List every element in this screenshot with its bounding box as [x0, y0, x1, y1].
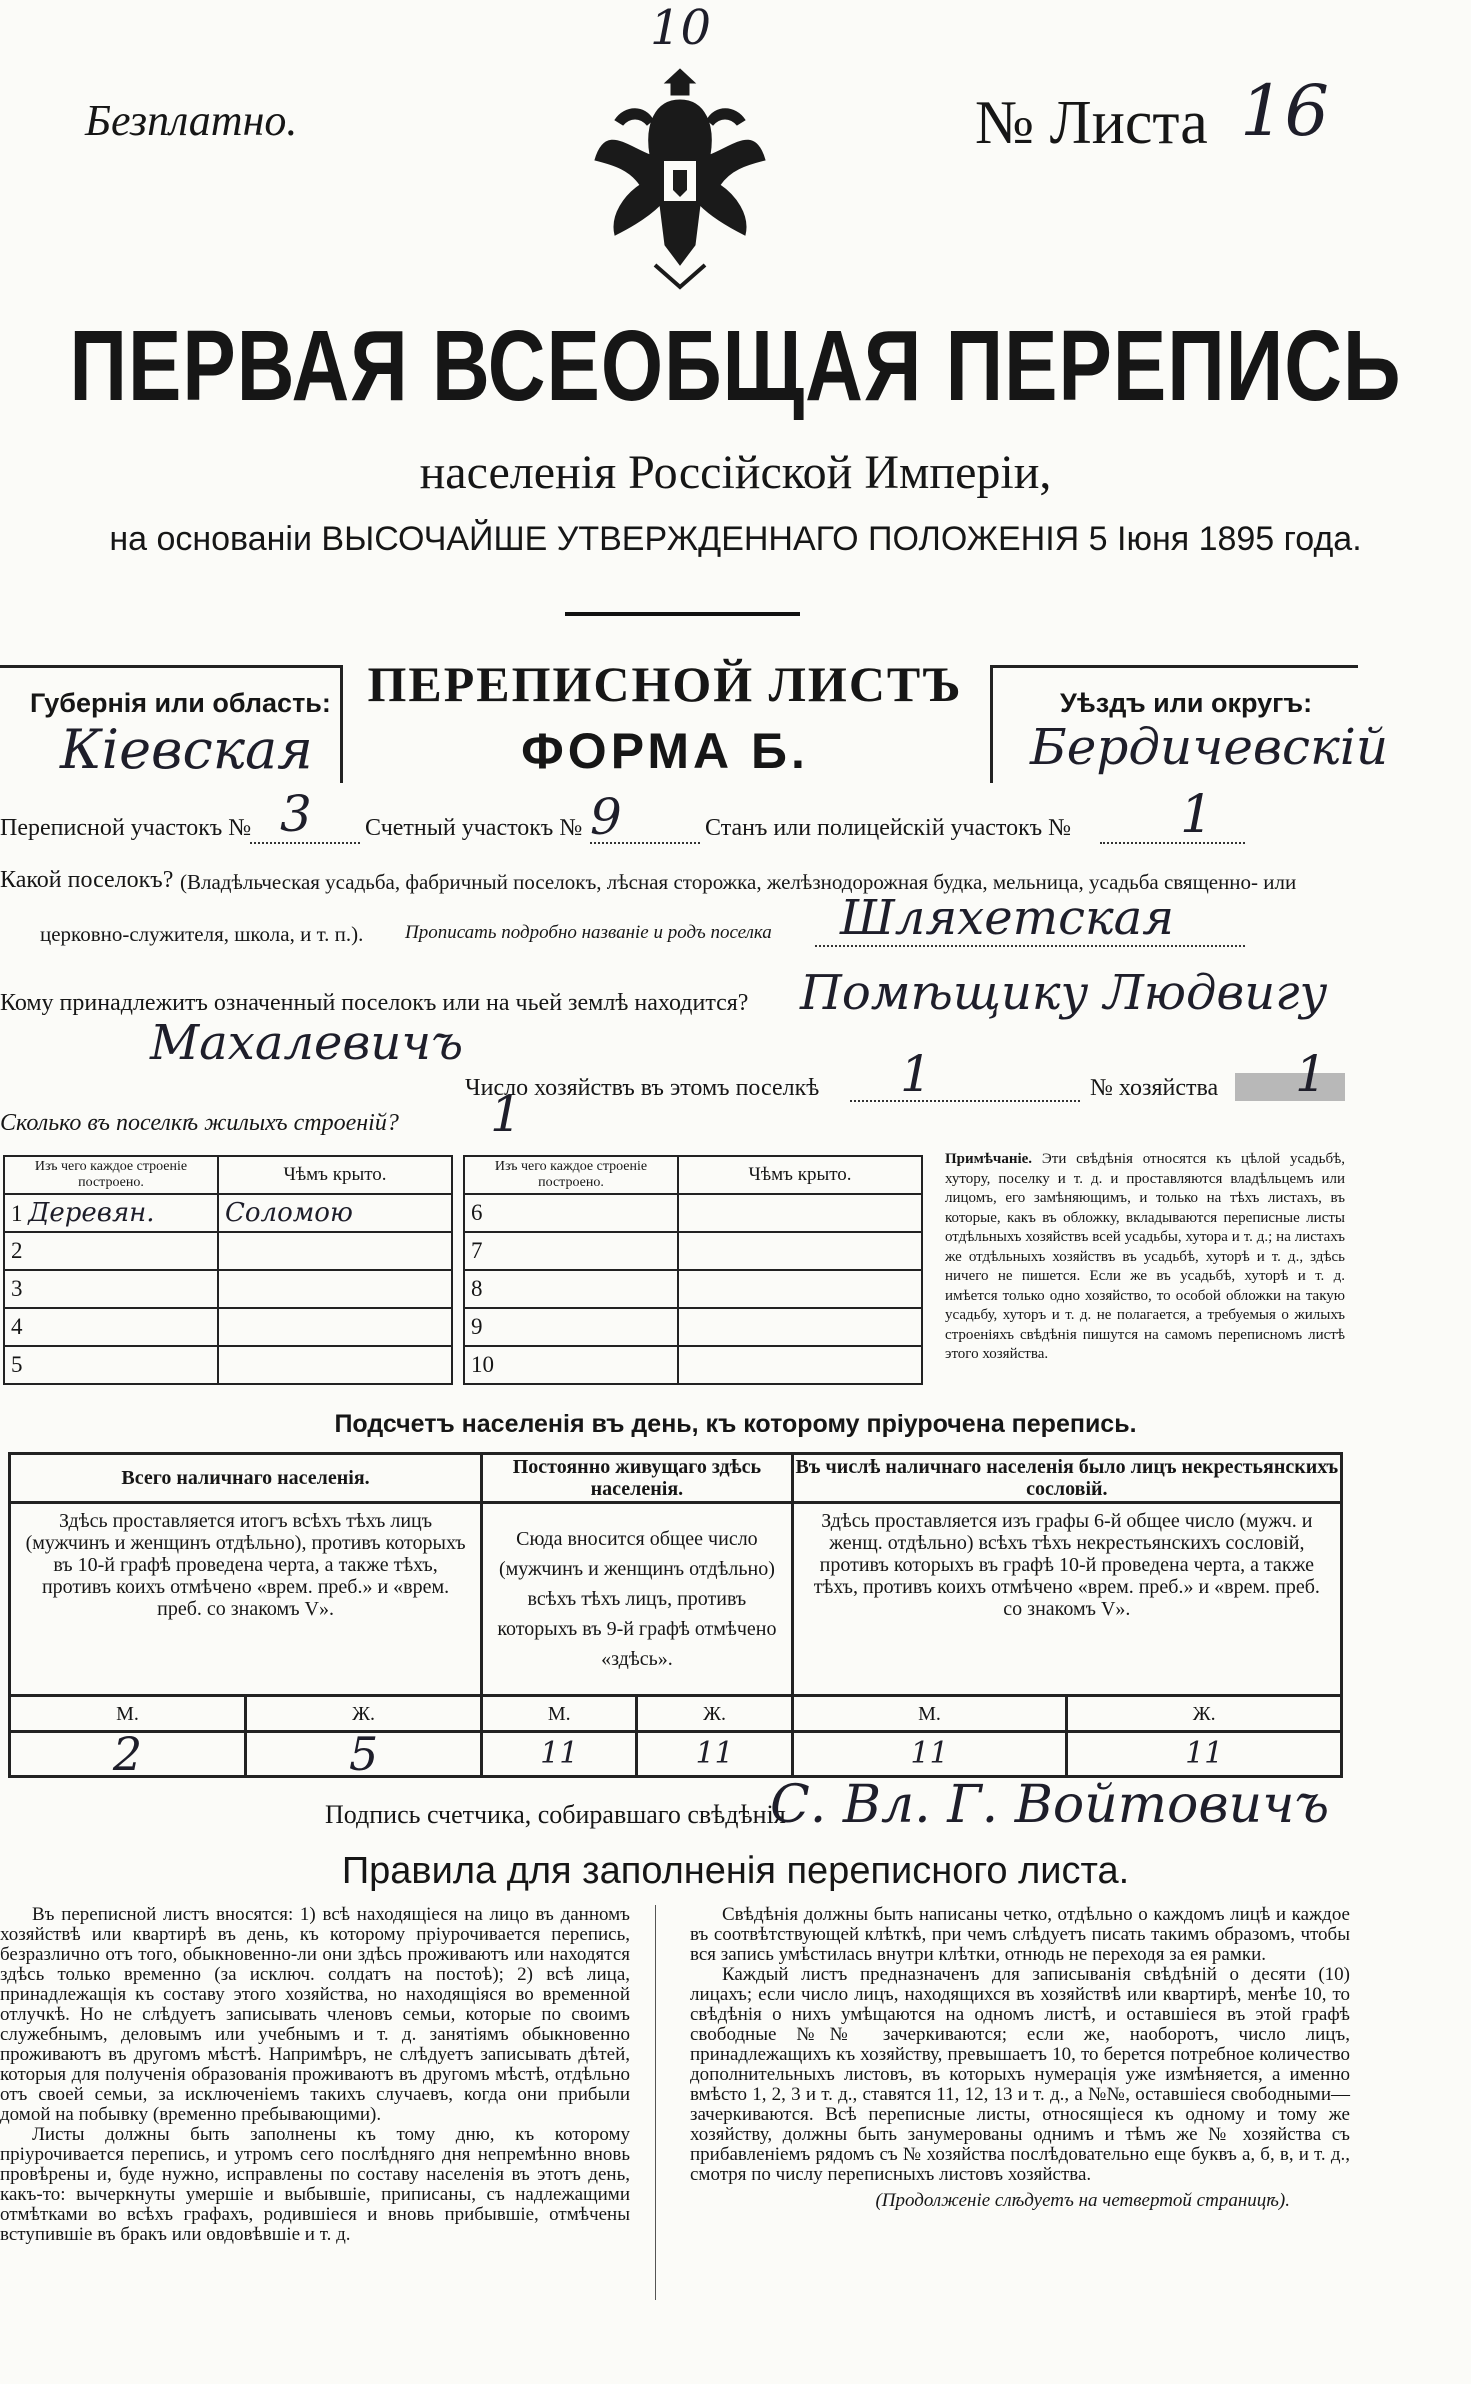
rules-paragraph: Свѣдѣнія должны быть написаны четко, отдѣльно о каждомъ лицѣ и каждое въ соотвѣтствующей клѣткѣ, при чемъ слѣдуетъ писать такимъ образомъ, чтобы вся запись умѣстилась внутри клѣтки, отнюдь не переходя за ея рамки. [690, 1904, 1350, 1965]
female-header: Ж. [246, 1696, 482, 1732]
counting-district-label: Счетный участокъ № [365, 815, 583, 841]
guberniya-label: Губернія или область: [30, 688, 331, 718]
row-number: 2 [4, 1232, 218, 1270]
table-row [464, 1270, 922, 1308]
row-number: 9 [464, 1308, 678, 1346]
settlement-instruction: Прописать подробно названіе и родъ поселка [405, 922, 772, 943]
uezd-value: Бердичевскій [1030, 718, 1389, 776]
table-row [4, 1232, 452, 1270]
row-number: 7 [464, 1232, 678, 1270]
rules-paragraph: Листы должны быть заполнены къ тому дню, къ которому пріурочивается перепись, и утромъ сего послѣдняго дня непремѣнно вновь провѣрены и, буде нужно, исправлены по составу населенія въ этотъ день, какъ-то: вычеркнуты умершіе и выбывшіе, приписаны, съ надлежащими отмѣтками во всѣхъ графахъ, родившіеся и вновь прибывшіе, отмѣчены вступившіе въ бракъ или овдовѣвшіе и т. д. [0, 2124, 630, 2245]
row-number: 8 [464, 1270, 678, 1308]
table-row [464, 1346, 922, 1384]
buildings-value: 1 [490, 1085, 522, 1143]
row-number: 5 [4, 1346, 218, 1384]
roof-header: Чѣмъ крыто. [218, 1156, 452, 1194]
free-label: Безплатно. [85, 96, 298, 145]
households-value: 1 [900, 1045, 932, 1103]
police-district-dots [1100, 842, 1245, 844]
owner-value-cont: Махалевичъ [150, 1015, 464, 1071]
settlement-description-cont: церковно-служителя, школа, и т. п.). [40, 922, 364, 946]
material-header: Изъ чего каждое строеніе построено. [4, 1156, 218, 1194]
column-divider [655, 1905, 656, 2300]
material-value: Деревян. [28, 1198, 155, 1228]
table-row [4, 1270, 452, 1308]
female-header: Ж. [637, 1696, 792, 1732]
enumerator-signature: С. Вл. Г. Войтовичъ [770, 1775, 1330, 1835]
table-row [4, 1194, 452, 1232]
table-row [4, 1346, 452, 1384]
resident-population-desc: Сюда вносится общее число (мужчинъ и женщинъ отдѣльно) всѣхъ тѣхъ лицъ, противъ которыхъ въ 9-й графѣ отмѣчено «здѣсь». [482, 1503, 793, 1696]
rules-title: Правила для заполненія переписного листа. [341, 1850, 1130, 1892]
non-peasant-male-value: 11 [792, 1732, 1067, 1777]
uezd-label: Уѣздъ или округъ: [1060, 688, 1313, 718]
total-population-header: Всего наличнаго населенія. [10, 1454, 482, 1503]
table-row [464, 1308, 922, 1346]
rules-paragraph: Въ переписной листъ вносятся: 1) всѣ находящіеся на лицо въ данномъ хозяйствѣ или квартирѣ въ день, къ которому пріурочивается перепись, безразлично отъ того, обыкновенно-ли они здѣсь проживаютъ или находятся здѣсь только временно (за исключ. солдатъ на постоѣ); 2) всѣ лица, принадлежащія къ составу этого хозяйства, но находящіяся во временной отлучкѣ. Но не слѣдуетъ записывать членовъ семьи, которые по своимъ служебнымъ, деловымъ или учебнымъ и т. д. занятіямъ обыкновенно проживаютъ въ другомъ мѣстѣ. Напримѣръ, не слѣдуетъ записывать дѣтей, которыя для полученія образованія проживаютъ въ другомъ мѣстѣ, отдѣльно отъ своей семьи, за исключеніемъ такихъ случаевъ, когда они прибыли домой на побывку (временно пребывающими). [0, 1904, 630, 2125]
signature-label: Подпись счетчика, собиравшаго свѣдѣнія [325, 1800, 786, 1829]
households-dots [850, 1100, 1080, 1102]
row-number: 1 [11, 1201, 23, 1226]
male-header: М. [792, 1696, 1067, 1732]
households-label: Число хозяйствъ въ этомъ поселкѣ [465, 1075, 820, 1101]
main-title: ПЕРВАЯ ВСЕОБЩАЯ ПЕРЕПИСЬ [69, 309, 1402, 421]
double-headed-eagle-icon [585, 65, 775, 290]
total-female-value: 5 [246, 1732, 482, 1777]
population-title: Подсчетъ населенія въ день, къ которому пріурочена перепись. [334, 1410, 1137, 1438]
page-number-handwritten: 10 [650, 0, 712, 56]
subtitle: населенія Россійской Имперіи, [419, 446, 1052, 499]
owner-value: Помѣщику Людвигу [800, 965, 1328, 1021]
sheet-number-value: 16 [1240, 70, 1330, 152]
male-header: М. [482, 1696, 637, 1732]
note-title: Примѣчаніе. [945, 1151, 1033, 1167]
row-number: 6 [464, 1194, 678, 1232]
household-number-box [1235, 1073, 1345, 1101]
settlement-value: Шляхетская [840, 890, 1175, 946]
roof-value: Соломою [218, 1194, 452, 1232]
rules-right-column [690, 1905, 1350, 2211]
buildings-table-right [463, 1155, 923, 1385]
settlement-description: (Владѣльческая усадьба, фабричный поселокъ, лѣсная сторожка, желѣзнодорожная будка, мельница, усадьба священно- или [180, 870, 1297, 894]
buildings-table-left [3, 1155, 453, 1385]
population-table [8, 1452, 1343, 1781]
row-number: 3 [4, 1270, 218, 1308]
male-header: М. [10, 1696, 246, 1732]
row-number: 10 [464, 1346, 678, 1384]
table-row [464, 1232, 922, 1270]
title-divider [565, 612, 800, 616]
rules-left-column [0, 1905, 630, 2245]
guberniya-value: Кіевская [60, 718, 313, 781]
resident-population-header: Постоянно живущаго здѣсь населенія. [482, 1454, 793, 1503]
police-district-label: Станъ или полицейскій участокъ № [705, 815, 1072, 841]
non-peasant-female-value: 11 [1067, 1732, 1342, 1777]
rules-paragraph: Каждый листъ предназначенъ для записыванія свѣдѣній о десяти (10) лицахъ; если число лицъ, находящихся въ хозяйствѣ или квартирѣ, менѣе 10, то свѣдѣнія о нихъ умѣщаются на одномъ листѣ, и оставшіеся въ этой графѣ свободные №№ зачеркиваются; если же, наоборотъ, число лицъ, принадлежащихъ къ хозяйству, превышаетъ 10, то берется потребное количество дополнительныхъ листовъ, въ которыхъ нумерація уже измѣняется, а именно вмѣсто 1, 2, 3 и т. д., ставятся 11, 12, 13 и т. д., а №№, оставшіеся свободными—зачеркиваются. Всѣ переписные листы, относящіеся къ одному и тому же хозяйству, должны быть занумерованы однимъ и тѣмъ же № хозяйства съ прибавленіемъ рядомъ съ № хозяйства послѣдовательно еще буквъ а, б, в, и т. д., смотря по числу переписныхъ листовъ хозяйства. [690, 1964, 1350, 2185]
roof-header: Чѣмъ крыто. [678, 1156, 922, 1194]
household-number-label: № хозяйства [1090, 1075, 1219, 1101]
row-number: 4 [4, 1308, 218, 1346]
police-district-value: 1 [1180, 785, 1214, 845]
note-block [945, 1150, 1345, 1365]
form-name: ФОРМА Б. [521, 723, 809, 779]
table-row [464, 1194, 922, 1232]
title-basis-line: на основаніи ВЫСОЧАЙШЕ УТВЕРЖДЕННАГО ПОЛОЖЕНІЯ 5 Іюня 1895 года. [109, 520, 1362, 558]
non-peasant-desc: Здѣсь проставляется изъ графы 6-й общее число (мужч. и женщ. отдѣльно) всѣхъ тѣхъ некрестьянскихъ сословій, противъ которыхъ въ графѣ 10-й проведена черта, а также тѣхъ, противъ коихъ отмѣчено «врем. преб.» и «врем. преб. со знакомъ V». [792, 1503, 1341, 1696]
resident-female-value: 11 [637, 1732, 792, 1777]
household-number-value: 1 [1295, 1045, 1327, 1103]
census-district-label: Переписной участокъ № [0, 815, 252, 841]
form-title: ПЕРЕПИСНОЙ ЛИСТЪ [367, 656, 963, 712]
total-male-value: 2 [10, 1732, 246, 1777]
census-district-value: 3 [280, 785, 312, 843]
non-peasant-header: Въ числѣ наличнаго населенія было лицъ некрестьянскихъ сословій. [792, 1454, 1341, 1503]
counting-district-value: 9 [590, 788, 622, 846]
continued-note: (Продолженіе слѣдуетъ на четвертой страницѣ). [875, 2190, 1290, 2211]
resident-male-value: 11 [482, 1732, 637, 1777]
material-header: Изъ чего каждое строеніе построено. [464, 1156, 678, 1194]
table-row [4, 1308, 452, 1346]
sheet-number-label: № Листа [975, 89, 1208, 157]
owner-label: Кому принадлежитъ означенный поселокъ или на чьей землѣ находится? [0, 990, 749, 1016]
female-header: Ж. [1067, 1696, 1342, 1732]
total-population-desc: Здѣсь проставляется итогъ всѣхъ тѣхъ лицъ (мужчинъ и женщинъ отдѣльно), противъ которыхъ въ 10-й графѣ проведена черта, а также тѣхъ, противъ коихъ отмѣчено «врем. преб.» и «врем. преб. со знакомъ V». [10, 1503, 482, 1696]
settlement-label: Какой поселокъ? [0, 867, 174, 893]
buildings-label: Сколько въ поселкѣ жилыхъ строеній? [0, 1110, 399, 1136]
note-text: Эти свѣдѣнія относятся къ цѣлой усадьбѣ, хутору, поселку и т. д. и проставляются владѣльцемъ или лицомъ, его замѣняющимъ, и только на тѣхъ листахъ, въ которые, какъ въ обложку, вкладываются переписные листы отдѣльныхъ хозяйствъ всей усадьбы, хутора и т. д.; на листахъ же отдѣльныхъ хозяйствъ въ усадьбѣ, хуторѣ и т. д., здѣсь ничего не пишется. Если же въ усадьбѣ, хуторѣ и т. д. имѣется только одно хозяйство, то особой обложки на такую усадьбу, хуторъ и т. д. не полагается, а требуемыя о жилыхъ строеніяхъ свѣдѣнія пишутся на самомъ переписномъ листѣ этого хозяйства. [945, 1151, 1346, 1362]
